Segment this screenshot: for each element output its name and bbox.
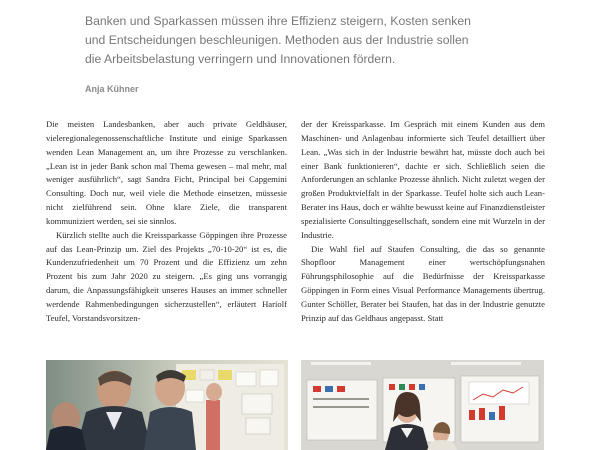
performance-board-photo-image: [301, 360, 544, 450]
article-lead: [85, 12, 555, 69]
article-column-left: [46, 118, 287, 326]
lead-line: Banken und Sparkassen müssen ihre Effizienz steigern, Kosten senken: [85, 14, 471, 28]
lead-line: die Arbeitsbelastung verringern und Innovationen fördern.: [85, 52, 396, 66]
article-column-right: [301, 118, 545, 326]
lead-line: und Entscheidungen beschleunigen. Methoden aus der Industrie sollen: [85, 33, 469, 47]
meeting-photo-image: [46, 360, 288, 450]
paragraph: Die meisten Landesbanken, aber auch private Geldhäuser, vieleregionalegenossenschaftliche Institute und einige Sparkassen wenden Lean Management an, um ihre Prozesse zu verschlanken. „Lean ist in jeder Bank schon mal Thema gewesen – mal mehr, mal weniger ausführlich“, sagt Sandra Ficht, Principal bei Capgemini Consulting. Doch nur, weil viele die Methode einsetzen, müssesie nicht zielführend sein. Ohne klare Ziele, die transparent kommuniziert werden, sei sie sinnlos.: [46, 119, 287, 226]
author-byline: Anja Kühner: [85, 84, 139, 94]
meeting-photo: [46, 360, 288, 450]
paragraph: der der Kreissparkasse. Im Gespräch mit einem Kunden aus dem Maschinen- und Anlagenbau informierte sich Teufel detailliert über Lean. „Was sich in der Industrie bewährt hat, müsste doch auch bei einer Bank funktionieren“, dachte er sich. Schließlich seien die Anforderungen an schlanke Prozesse ähnlich. Nicht zuletzt wegen der großen Produktvielfalt in der Sparkasse. Teufel holte sich auch Lean-Berater ins Haus, doch er wählte bewusst keine auf Finanzdienstleister spezialisierte Consultinggesellschaft, sondern eine mit Wurzeln in der Industrie.: [301, 119, 545, 240]
performance-board-photo: [301, 360, 544, 450]
paragraph: Die Wahl fiel auf Staufen Consulting, die das so genannte Shopfloor Management einer wertschöpfungsnahen Führungsphilosophie auf die Bedürfnisse der Kreissparkasse Göppingen in Form eines Visual Performance Managements übertrug. Gunter Schöller, Berater bei Staufen, hat das in der Industrie genutzte Prinzip auf das Geldhaus angepasst. Statt: [301, 243, 545, 323]
paragraph: Kürzlich stellte auch die Kreissparkasse Göppingen ihre Prozesse auf das Lean-Prinzip um. Ziel des Projekts „70-10-20“ ist es, die Kundenzufriedenheit um 70 Prozent und die Effizienz um zehn Prozent bis zum Jahr 2020 zu steigern. „Es ging uns vorrangig darum, die Anpassungsfähigkeit unseres Hauses an immer schneller werdende Rahmenbedingungen sicherzustellen“, erläutert Hariolf Teufel, Vorstandsvorsitzen-: [46, 229, 287, 323]
